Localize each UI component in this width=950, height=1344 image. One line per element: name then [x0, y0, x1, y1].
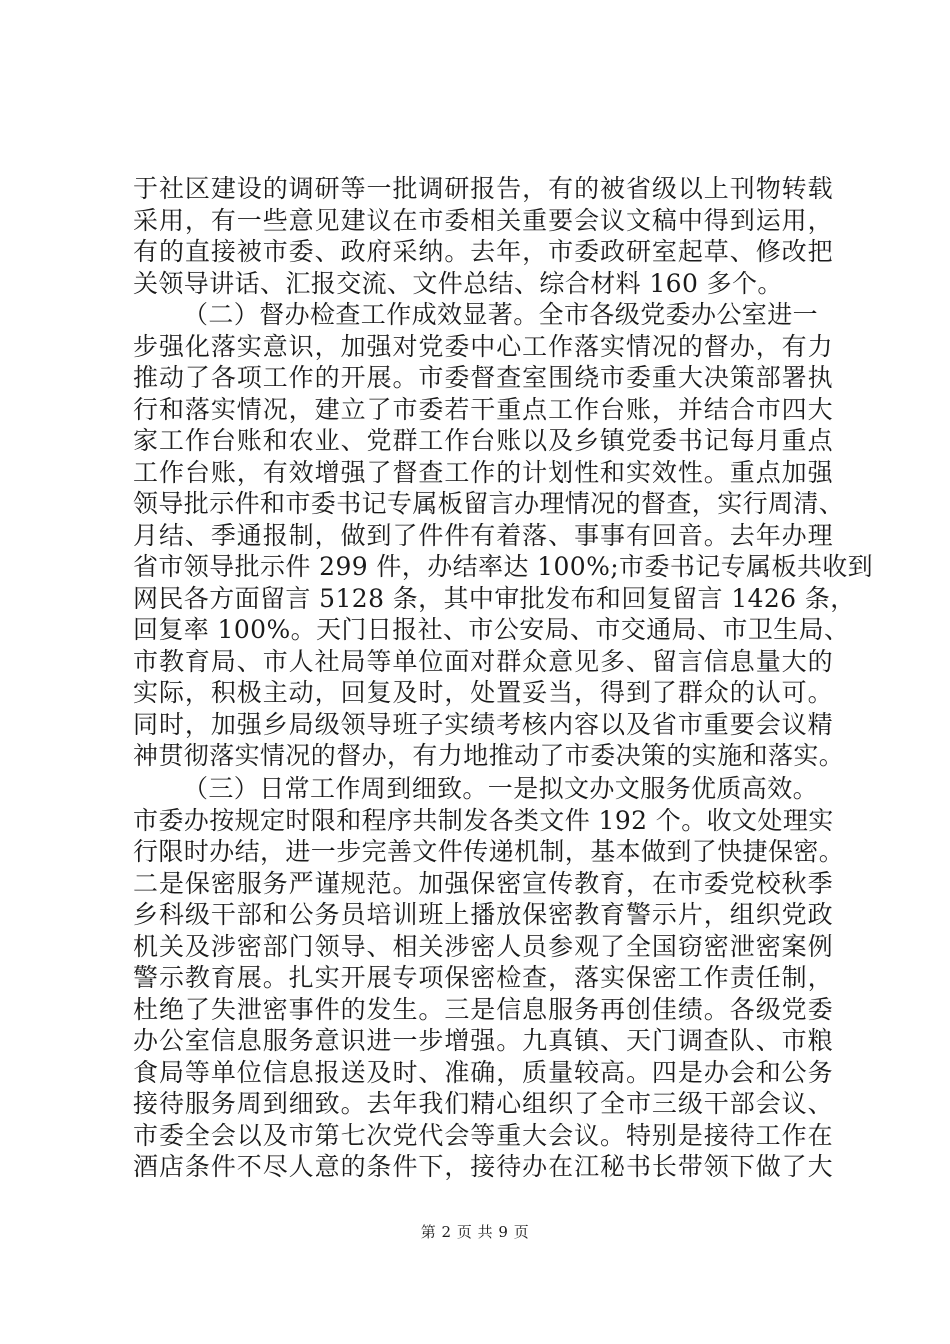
paragraph-line: 市教育局、市人社局等单位面对群众意见多、留言信息量大的: [133, 646, 833, 676]
paragraph-line: 采用，有一些意见建议在市委相关重要会议文稿中得到运用，: [133, 205, 833, 235]
paragraph-line: 食局等单位信息报送及时、准确，质量较高。四是办会和公务: [133, 1057, 833, 1087]
paragraph-2: [133, 299, 874, 772]
paragraph-line: 接待服务周到细致。去年我们精心组织了全市三级干部会议、: [133, 1089, 833, 1118]
paragraph-line: 警示教育展。扎实开展专项保密检查，落实保密工作责任制，: [133, 963, 833, 992]
paragraph-line: 行和落实情况，建立了市委若干重点工作台账，并结合市四大: [133, 394, 833, 424]
paragraph-line: 推动了各项工作的开展。市委督查室围绕市委重大决策部署执: [133, 363, 833, 392]
paragraph-line: 家工作台账和农业、党群工作台账以及乡镇党委书记每月重点: [133, 426, 833, 455]
paragraph-line: （二）督办检查工作成效显著。全市各级党委办公室进一: [183, 300, 819, 329]
paragraph-line: 行限时办结，进一步完善文件传递机制，基本做到了快捷保密。: [133, 837, 845, 866]
paragraph-line: 关领导讲话、汇报交流、文件总结、综合材料 160 多个。: [133, 268, 783, 298]
paragraph-line: 工作台账，有效增强了督查工作的计划性和实效性。重点加强: [133, 457, 833, 487]
paragraph-line: 乡科级干部和公务员培训班上播放保密教育警示片，组织党政: [133, 900, 833, 929]
paragraph-line: 市委全会以及市第七次党代会等重大会议。特别是接待工作在: [133, 1120, 833, 1150]
paragraph-3: [133, 773, 845, 1183]
paragraph-line: 二是保密服务严谨规范。加强保密宣传教育，在市委党校秋季: [133, 868, 833, 898]
paragraph-line: 网民各方面留言 5128 条，其中审批发布和回复留言 1426 条，: [133, 583, 856, 613]
paragraph-line: 领导批示件和市委书记专属板留言办理情况的督查，实行周清、: [133, 489, 845, 518]
paragraph-line: 有的直接被市委、政府采纳。去年，市委政研室起草、修改把: [133, 237, 833, 266]
paragraph-line: 市委办按规定时限和程序共制发各类文件 192 个。收文处理实: [133, 805, 834, 835]
paragraph-line: 实际，积极主动，回复及时，处置妥当，得到了群众的认可。: [133, 678, 833, 707]
paragraph-line: 杜绝了失泄密事件的发生。三是信息服务再创佳绩。各级党委: [133, 994, 833, 1024]
paragraph-1: [133, 173, 833, 299]
paragraph-line: （三）日常工作周到细致。一是拟文办文服务优质高效。: [183, 774, 819, 803]
paragraph-line: 酒店条件不尽人意的条件下，接待办在江秘书长带领下做了大: [133, 1152, 833, 1181]
paragraph-line: 回复率 100%。天门日报社、市公安局、市交通局、市卫生局、: [133, 615, 850, 644]
paragraph-line: 于社区建设的调研等一批调研报告，有的被省级以上刊物转载: [133, 174, 833, 203]
paragraph-line: 省市领导批示件 299 件，办结率达 100%;市委书记专属板共收到: [133, 552, 874, 581]
paragraph-line: 机关及涉密部门领导、相关涉密人员参观了全国窃密泄密案例: [133, 931, 833, 961]
paragraph-line: 神贯彻落实情况的督办，有力地推动了市委决策的实施和落实。: [133, 741, 845, 770]
paragraph-line: 月结、季通报制，做到了件件有着落、事事有回音。去年办理: [133, 520, 833, 550]
paragraph-line: 步强化落实意识，加强对党委中心工作落实情况的督办，有力: [133, 331, 833, 361]
paragraph-line: 办公室信息服务意识进一步增强。九真镇、天门调查队、市粮: [133, 1026, 833, 1055]
page-number: 第 2 页 共 9 页: [420, 1223, 530, 1241]
paragraph-line: 同时，加强乡局级领导班子实绩考核内容以及省市重要会议精: [133, 709, 833, 739]
